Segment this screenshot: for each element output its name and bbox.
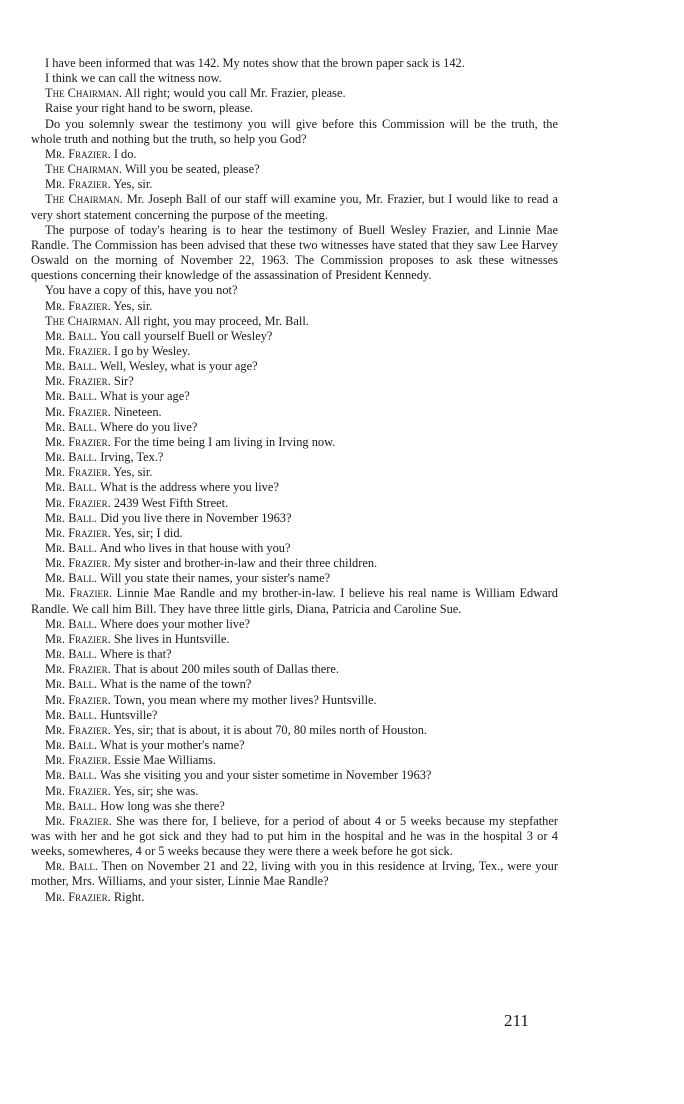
speaker-label: Mr. Ball. bbox=[45, 571, 98, 586]
transcript-paragraph bbox=[31, 465, 558, 480]
paragraph-text: Essie Mae Williams. bbox=[113, 753, 216, 768]
paragraph-text: Was she visiting you and your sister sometime in November 1963? bbox=[99, 768, 432, 783]
speaker-label: Mr. Frazier. bbox=[45, 434, 111, 449]
speaker-label: Mr. Ball. bbox=[45, 677, 98, 692]
transcript-paragraph bbox=[31, 101, 558, 116]
transcript-paragraph bbox=[31, 480, 558, 495]
paragraph-text: The purpose of today's hearing is to hear the testimony of Buell Wesley Frazier, and Linnie Mae Randle. The Commission has been advised that these two witnesses have stated that they saw Lee Harvey Oswald on the morning of November 22, 1963. The Commission proposes to ask these witnesses questions concerning their knowledge of the assassination of President Kennedy. bbox=[31, 222, 558, 283]
paragraph-text: Yes, sir; I did. bbox=[113, 525, 183, 540]
speaker-label: Mr. Ball. bbox=[45, 510, 98, 525]
transcript-paragraph bbox=[31, 617, 558, 632]
speaker-label: Mr. Ball. bbox=[45, 419, 98, 434]
speaker-label: Mr. Frazier. bbox=[45, 495, 111, 510]
speaker-label: Mr. Frazier. bbox=[45, 889, 111, 904]
transcript-paragraph bbox=[31, 177, 558, 192]
speaker-label: Mr. Ball. bbox=[45, 480, 98, 495]
speaker-label: Mr. Frazier. bbox=[45, 343, 111, 358]
paragraph-text: Right. bbox=[113, 889, 145, 904]
transcript-paragraph bbox=[31, 147, 558, 162]
transcript-paragraph bbox=[31, 723, 558, 738]
paragraph-text: Raise your right hand to be sworn, please. bbox=[45, 101, 254, 116]
transcript-paragraph bbox=[31, 420, 558, 435]
transcript-paragraph bbox=[31, 299, 558, 314]
speaker-label: The Chairman. bbox=[45, 313, 123, 328]
paragraph-text: Yes, sir. bbox=[113, 298, 153, 313]
paragraph-text: What is your mother's name? bbox=[99, 738, 245, 753]
transcript-paragraph bbox=[31, 283, 558, 298]
paragraph-text: What is the name of the town? bbox=[99, 677, 252, 692]
paragraph-text: I go by Wesley. bbox=[113, 343, 191, 358]
paragraph-text: She was there for, I believe, for a period of about 4 or 5 weeks because my stepfather was with her and he got sick and they had to put him in the hospital and he was in the hospital 3 or 4 weeks, somewheres, 4 or 5 weeks because they were there a week before he got sick. bbox=[31, 813, 558, 859]
transcript-paragraph bbox=[31, 526, 558, 541]
transcript-paragraph bbox=[31, 693, 558, 708]
paragraph-text: Yes, sir. bbox=[113, 177, 153, 192]
paragraph-text: What is the address where you live? bbox=[99, 480, 279, 495]
paragraph-text: She lives in Huntsville. bbox=[113, 631, 230, 646]
paragraph-text: My sister and brother-in-law and their three children. bbox=[113, 556, 378, 571]
speaker-label: Mr. Ball. bbox=[45, 738, 98, 753]
transcript-paragraph bbox=[31, 784, 558, 799]
paragraph-text: Nineteen. bbox=[113, 404, 162, 419]
speaker-label: The Chairman. bbox=[45, 192, 123, 207]
transcript-paragraph bbox=[31, 753, 558, 768]
transcript-paragraph bbox=[31, 496, 558, 511]
paragraph-text: Yes, sir. bbox=[113, 465, 153, 480]
speaker-label: Mr. Frazier. bbox=[45, 298, 111, 313]
speaker-label: Mr. Ball. bbox=[45, 859, 98, 874]
transcript-paragraph bbox=[31, 708, 558, 723]
speaker-label: Mr. Frazier. bbox=[45, 177, 111, 192]
paragraph-text: You have a copy of this, have you not? bbox=[45, 283, 238, 298]
paragraph-text: Then on November 21 and 22, living with you in this residence at Irving, Tex., were your mother, Mrs. Williams, and your sister, Linnie Mae Randle? bbox=[31, 859, 558, 889]
speaker-label: Mr. Ball. bbox=[45, 798, 98, 813]
speaker-label: Mr. Frazier. bbox=[45, 374, 111, 389]
speaker-label: Mr. Ball. bbox=[45, 389, 98, 404]
paragraph-text: Town, you mean where my mother lives? Huntsville. bbox=[113, 692, 377, 707]
paragraph-text: Mr. Joseph Ball of our staff will examine you, Mr. Frazier, but I would like to read a very short statement concerning the purpose of the meeting. bbox=[31, 192, 558, 222]
paragraph-text: Will you be seated, please? bbox=[124, 162, 260, 177]
paragraph-text: Do you solemnly swear the testimony you will give before this Commission will be the truth, the whole truth and nothing but the truth, so help you God? bbox=[31, 116, 558, 146]
speaker-label: The Chairman. bbox=[45, 162, 123, 177]
transcript-paragraph bbox=[31, 405, 558, 420]
speaker-label: Mr. Frazier. bbox=[45, 662, 111, 677]
speaker-label: Mr. Ball. bbox=[45, 541, 98, 555]
transcript-paragraph bbox=[31, 56, 558, 71]
paragraph-text: How long was she there? bbox=[100, 798, 225, 813]
paragraph-text: Linnie Mae Randle and my brother-in-law. I believe his real name is William Edward Randle. We call him Bill. They have three little girls, Diana, Patricia and Caroline Sue. bbox=[31, 586, 559, 616]
paragraph-text: I do. bbox=[113, 146, 137, 161]
speaker-label: Mr. Frazier. bbox=[45, 525, 111, 540]
speaker-label: Mr. Frazier. bbox=[45, 556, 111, 571]
speaker-label: Mr. Frazier. bbox=[45, 631, 111, 646]
transcript-paragraph bbox=[31, 450, 558, 465]
paragraph-text: Yes, sir; that is about, it is about 70, 80 miles north of Houston. bbox=[113, 722, 428, 737]
paragraph-text: For the time being I am living in Irving now. bbox=[113, 434, 336, 449]
paragraph-text: Where is that? bbox=[99, 647, 172, 662]
transcript-paragraph bbox=[31, 814, 558, 859]
transcript-paragraph bbox=[31, 586, 558, 616]
speaker-label: Mr. Frazier. bbox=[45, 813, 112, 828]
paragraph-text: I think we can call the witness now. bbox=[45, 71, 222, 86]
speaker-label: Mr. Ball. bbox=[45, 359, 98, 374]
transcript-paragraph bbox=[31, 374, 558, 389]
transcript-paragraph bbox=[31, 192, 558, 222]
speaker-label: Mr. Ball. bbox=[45, 616, 98, 631]
transcript-paragraph bbox=[31, 86, 558, 101]
transcript-paragraph bbox=[31, 799, 558, 814]
transcript-paragraph bbox=[31, 511, 558, 526]
paragraph-text: You call yourself Buell or Wesley? bbox=[99, 328, 273, 343]
speaker-label: Mr. Frazier. bbox=[45, 783, 111, 798]
paragraph-text: And who lives in that house with you? bbox=[99, 541, 291, 555]
paragraph-text: What is your age? bbox=[99, 389, 190, 404]
speaker-label: The Chairman. bbox=[45, 86, 123, 101]
paragraph-text: Where do you live? bbox=[99, 419, 198, 434]
paragraph-text: All right, you may proceed, Mr. Ball. bbox=[124, 313, 309, 328]
transcript-paragraph bbox=[31, 223, 558, 284]
page-number: 211 bbox=[504, 1011, 529, 1030]
paragraph-text: Well, Wesley, what is your age? bbox=[99, 359, 258, 374]
transcript-paragraph bbox=[31, 344, 558, 359]
transcript-paragraph bbox=[31, 662, 558, 677]
paragraph-text: That is about 200 miles south of Dallas there. bbox=[113, 662, 339, 677]
transcript-paragraph bbox=[31, 738, 558, 753]
speaker-label: Mr. Frazier. bbox=[45, 146, 111, 161]
paragraph-text: Where does your mother live? bbox=[99, 616, 250, 631]
transcript-paragraph bbox=[31, 435, 558, 450]
transcript-paragraph bbox=[31, 162, 558, 177]
paragraph-text: I have been informed that was 142. My notes show that the brown paper sack is 142. bbox=[45, 56, 465, 70]
speaker-label: Mr. Ball. bbox=[45, 707, 98, 722]
transcript-paragraph bbox=[31, 117, 558, 147]
transcript-paragraph bbox=[31, 359, 558, 374]
transcript-page bbox=[31, 56, 558, 905]
speaker-label: Mr. Frazier. bbox=[45, 586, 113, 601]
paragraph-text: Yes, sir; she was. bbox=[113, 783, 199, 798]
paragraph-text: Will you state their names, your sister's name? bbox=[99, 571, 331, 586]
speaker-label: Mr. Ball. bbox=[45, 328, 98, 343]
transcript-paragraph bbox=[31, 859, 558, 889]
transcript-paragraph bbox=[31, 768, 558, 783]
speaker-label: Mr. Frazier. bbox=[45, 465, 111, 480]
speaker-label: Mr. Frazier. bbox=[45, 722, 111, 737]
transcript-paragraph bbox=[31, 71, 558, 86]
transcript-paragraph bbox=[31, 890, 558, 905]
speaker-label: Mr. Ball. bbox=[45, 768, 98, 783]
paragraph-text: Did you live there in November 1963? bbox=[100, 510, 292, 525]
transcript-paragraph bbox=[31, 389, 558, 404]
transcript-paragraph bbox=[31, 329, 558, 344]
transcript-paragraph bbox=[31, 647, 558, 662]
transcript-paragraph bbox=[31, 556, 558, 571]
transcript-paragraph bbox=[31, 571, 558, 586]
paragraph-text: Sir? bbox=[113, 374, 134, 389]
speaker-label: Mr. Frazier. bbox=[45, 404, 111, 419]
speaker-label: Mr. Frazier. bbox=[45, 753, 111, 768]
speaker-label: Mr. Ball. bbox=[45, 450, 98, 465]
paragraph-text: Irving, Tex.? bbox=[100, 450, 164, 465]
paragraph-text: Huntsville? bbox=[100, 707, 158, 722]
speaker-label: Mr. Ball. bbox=[45, 647, 98, 662]
transcript-paragraph bbox=[31, 541, 558, 556]
speaker-label: Mr. Frazier. bbox=[45, 692, 111, 707]
transcript-paragraph bbox=[31, 677, 558, 692]
paragraph-text: All right; would you call Mr. Frazier, please. bbox=[124, 86, 346, 101]
transcript-paragraph bbox=[31, 632, 558, 647]
transcript-paragraph bbox=[31, 314, 558, 329]
paragraph-text: 2439 West Fifth Street. bbox=[113, 495, 229, 510]
